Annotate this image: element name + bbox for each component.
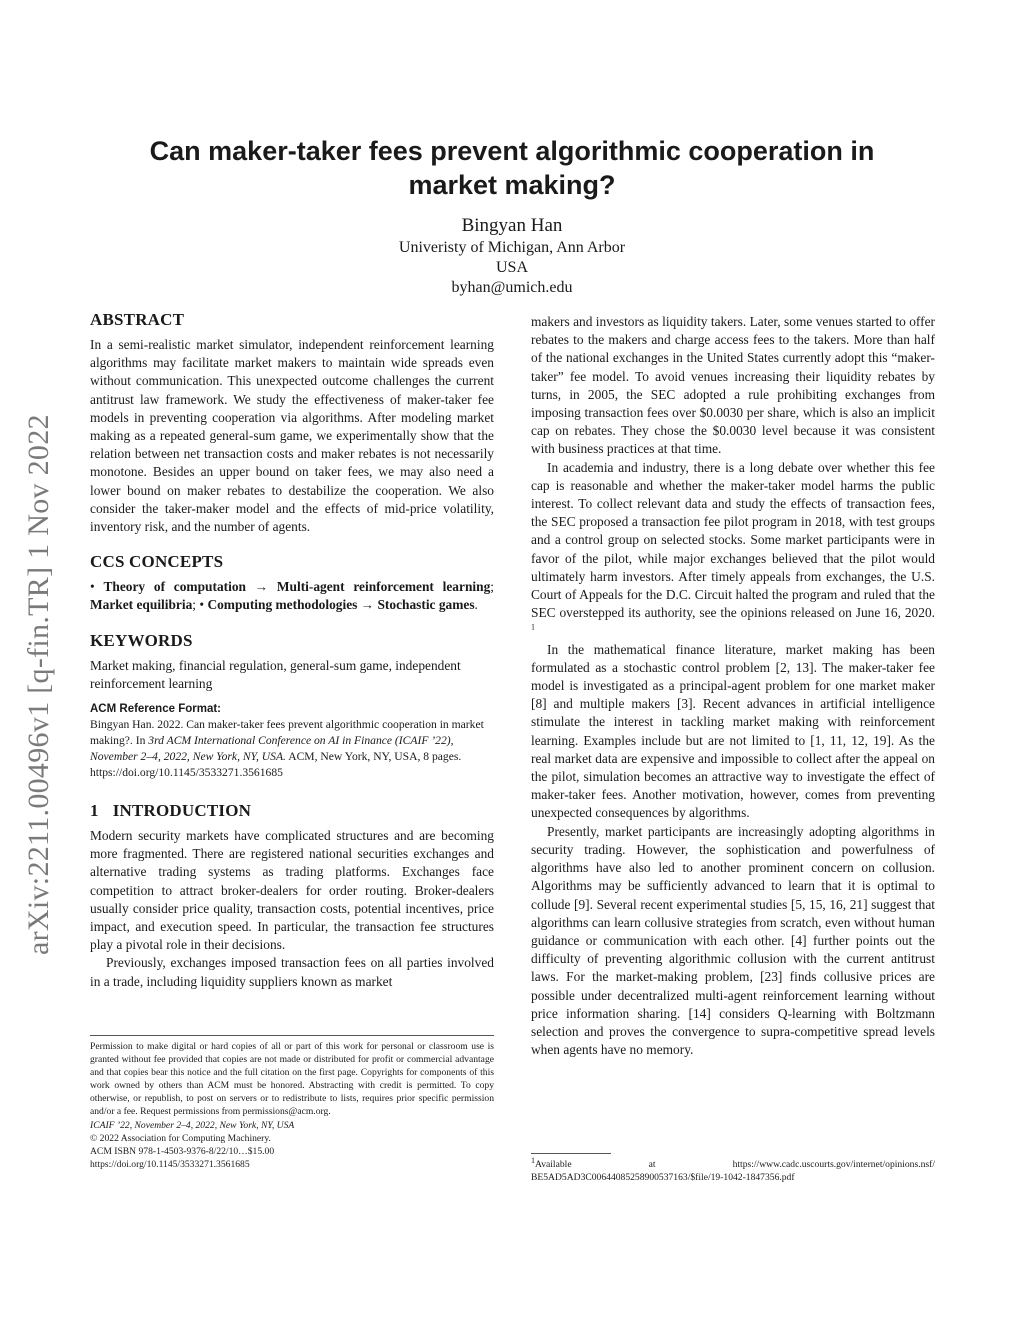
author-country: USA <box>495 259 528 276</box>
footnote-line-1 <box>531 1155 935 1171</box>
ccs-concept-marl: Multi-agent reinforcement learning <box>276 579 491 595</box>
ccs-heading: CCS CONCEPTS <box>90 552 224 572</box>
copyright-line: © 2022 Association for Computing Machinery. <box>90 1132 271 1144</box>
ccs-bullet: • <box>199 597 205 613</box>
introduction-section <box>90 801 494 991</box>
title-line-1: Can maker-taker fees prevent algorithmic cooperation in <box>149 136 875 166</box>
ccs-concept-equilibria: Market equilibria <box>90 597 193 613</box>
footnote-url-part1[interactable]: https://www.cadc.uscourts.gov/internet/opinions.nsf/ <box>732 1159 935 1170</box>
ccs-arrow: → <box>360 597 375 613</box>
paper-title <box>90 134 934 202</box>
ccs-concepts-text <box>90 578 494 614</box>
right-paragraph-3: In the mathematical finance literature, market making has been formulated as a stochastic control problem [2, 13]. The maker-taker fee model is investigated as a principal-agent problem for one market maker [8] and multiple makers [3]. Recent advances in artificial intelligence stimulate the interest in tackling market making with reinforcement learning. Examples include but are not limited to [1, 11, 12, 19]. As the real market data are expensive and impossible to collect after the appeal on the pilot, simulation becomes an attractive way to investigate the effect of maker-taker fees. Another motivation, however, comes from preventing unexpected consequences by algorithms. <box>531 641 935 821</box>
keywords-text: Market making, financial regulation, general-sum game, independent reinforcement learning <box>90 657 461 691</box>
intro-paragraph-1: Modern security markets have complicated structures and are becoming more fragmented. There are registered national securities exchanges and alternative trading systems as trading platforms. Exchanges face competition to attract broker-dealers for order routing. Broker-dealers usually consider price quality, transaction costs, potential incentives, price impact, and execution speed. In particular, the transaction fee structures play a pivotal role in their decisions. <box>90 828 494 953</box>
introduction-heading <box>90 801 494 821</box>
ccs-period: . <box>474 597 478 613</box>
title-line-2: market making? <box>408 170 616 200</box>
intro-paragraph-2: Previously, exchanges imposed transaction fees on all parties involved in a trade, including liquidity suppliers known as market <box>90 955 494 989</box>
footnote-marker[interactable]: 1 <box>531 622 535 632</box>
ccs-concept-computing: Computing methodologies <box>207 597 358 613</box>
acm-reference-part1: Bingyan Han. 2022. Can maker-taker fees prevent algorithmic cooperation in market making?. In <box>90 718 484 748</box>
author-affiliation: Univeristy of Michigan, Ann Arbor <box>398 239 626 256</box>
author-block <box>90 214 934 298</box>
ccs-arrow: → <box>254 579 269 595</box>
author-email[interactable]: byhan@umich.edu <box>451 279 573 296</box>
acm-reference-heading: ACM Reference Format: <box>90 703 221 716</box>
left-column <box>90 310 494 991</box>
footnote-number: 1 <box>531 1155 535 1165</box>
isbn-line: ACM ISBN 978-1-4503-9376-8/22/10…$15.00 <box>90 1145 275 1157</box>
footnote <box>531 1155 935 1184</box>
abstract-section <box>90 310 494 536</box>
permission-text: Permission to make digital or hard copies of all or part of this work for personal or classroom use is granted without fee provided that copies are not made or distributed for profit or commercial advantage and that copies bear this notice and the full citation on the first page. Copyrights for components of this work owned by others than ACM must be honored. Abstracting with credit is permitted. To copy otherwise, or republish, to post on servers or to redistribute to lists, requires prior specific permission and/or a fee. Request permissions from permissions@acm.org. <box>90 1041 494 1118</box>
permission-notice <box>90 1035 494 1171</box>
author-name: Bingyan Han <box>461 215 563 236</box>
ccs-separator: ; <box>490 579 494 595</box>
footnote-lead <box>531 1155 572 1171</box>
right-paragraph-4: Presently, market participants are increasingly adopting algorithms in security trading. However, the sophistication and powerfulness of algorithms have also led to another prominent concern on collusion. Algorithms may be sufficiently advanced to learn that it is optimal to collude [9]. Several recent experimental studies [5, 15, 16, 21] suggest that algorithms can learn collusive strategies from scratch, even without human guidance or communication with each other. [4] further points out the difficulty of preventing algorithmic collusion with the current antitrust laws. For the market-making problem, [23] finds collusive prices are possible under decentralized multi-agent reinforcement learning without price information sharing. [14] considers Q-learning with Boltzmann selection and proves the convergence to supra-competitive spread levels when agents have no memory. <box>531 823 935 1058</box>
right-paragraph-2-text: In academia and industry, there is a long debate over whether this fee cap is reasonable and whether the maker-taker model harms the public interest. To collect relevant data and study the effects of transaction fees, the SEC proposed a transaction fee pilot program in 2018, with test groups and a control group on selected stocks. Some market participants were in favor of the pilot, while major exchanges believed that the pilot would ultimately harm investors. After timely appeals from exchanges, the U.S. Court of Appeals for the D.C. Circuit halted the program and ruled that the SEC overstepped its authority, see the opinions released on June 16, 2020. <box>531 459 935 621</box>
acm-reference <box>90 703 494 781</box>
abstract-heading: ABSTRACT <box>90 310 185 329</box>
footnote-divider <box>531 1153 611 1154</box>
acm-reference-venue: 3rd ACM International Conference on AI in Finance (ICAIF ’22), November 2–4, 2022, New York, NY, USA. <box>90 734 454 764</box>
ccs-separator: ; <box>192 597 197 613</box>
footnote-word: Available <box>535 1159 572 1170</box>
right-paragraph-2 <box>531 459 935 641</box>
footnote-word: at <box>648 1159 656 1170</box>
conference-line: ICAIF ’22, November 2–4, 2022, New York, NY, USA <box>90 1119 295 1131</box>
acm-reference-part2: ACM, New York, NY, USA, 8 pages. https://doi.org/10.1145/3533271.3561685 <box>90 750 462 780</box>
keywords-heading: KEYWORDS <box>90 630 193 650</box>
right-column <box>531 313 935 1059</box>
section-number: 1 <box>90 801 99 821</box>
abstract-text: In a semi-realistic market simulator, independent reinforcement learning algorithms may facilitate market makers to maintain wide spreads even without communication. This unexpected outcome challenges the current antitrust law framework. We study the effectiveness of maker-taker fee models in preventing cooperation via algorithms. After modeling market making as a repeated general-sum game, we experimentally show that the relation between net transaction costs and maker rebates is not necessarily monotone. Besides an upper bound on taker fees, we may also need a lower bound on maker rebates to destabilize the cooperation. We also consider the taker-maker model and the effects of mid-price volatility, inventory risk, and the number of agents. <box>90 337 494 535</box>
section-title: INTRODUCTION <box>112 801 252 821</box>
footnote-url-part2[interactable]: BE5AD5AD3C00644085258900537163/$file/19-1042-1847356.pdf <box>531 1172 795 1183</box>
doi-link[interactable]: https://doi.org/10.1145/3533271.3561685 <box>90 1158 250 1170</box>
acm-reference-text <box>90 717 494 781</box>
right-paragraph-1: makers and investors as liquidity takers. Later, some venues started to offer rebates to the makers and charge access fees to the takers. More than half of the national exchanges in the United States currently adopt this “maker-taker” fee model. To avoid venues increasing their liquidity rebates by turns, in 2005, the SEC adopted a rule prohibiting exchanges from imposing transaction fees over $0.0030 per share, which is also an implicit cap on rebates. They chose the $0.0030 level because it was consistent with business practices at that time. <box>531 314 935 457</box>
ccs-bullet: • <box>90 579 95 595</box>
ccs-concept-theory: Theory of computation <box>103 579 246 595</box>
arxiv-identifier: arXiv:2211.00496v1 [q-fin.TR] 1 Nov 2022 <box>22 414 55 955</box>
ccs-section <box>90 552 494 614</box>
ccs-concept-stochastic: Stochastic games <box>377 597 475 613</box>
keywords-section <box>90 631 494 693</box>
